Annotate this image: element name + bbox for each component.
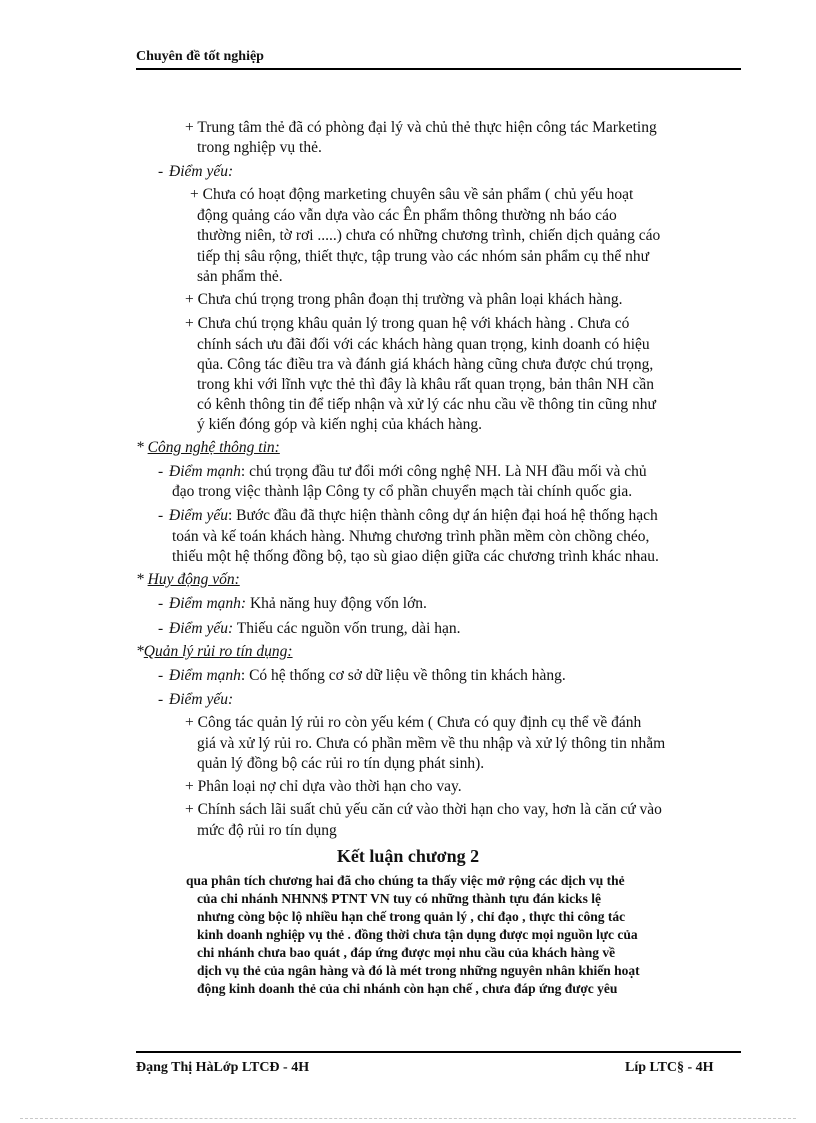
section-item xyxy=(158,163,233,181)
bullet-dash: - xyxy=(158,691,164,708)
body-line: + Chưa chú trọng khâu quản lý trong quan hệ với khách hàng . Chưa có xyxy=(185,315,630,332)
section-item xyxy=(158,507,658,525)
body-line: động quảng cáo vẫn dựa vào các Ên phẩm thông thường nh báo cáo xyxy=(197,207,617,224)
heading-star: * xyxy=(136,571,144,588)
conclusion-line: của chi nhánh NHNN$ PTNT VN tuy có những thành tựu đán kicks lệ xyxy=(197,891,601,906)
body-line: + Công tác quản lý rủi ro còn yếu kém ( Chưa có quy định cụ thể về đánh xyxy=(185,714,642,731)
item-label: Điểm yếu: xyxy=(169,691,234,708)
item-label: Điểm mạnh xyxy=(169,463,241,480)
body-line: có kênh thông tin để tiếp nhận và xử lý các nhu cầu về thông tin cũng như xyxy=(197,396,656,413)
section-item xyxy=(158,691,233,709)
heading-star: * xyxy=(136,643,144,660)
item-text: : Bước đầu đã thực hiện thành công dự án hiện đại hoá hệ thống hạch xyxy=(227,507,658,524)
heading-text: Công nghệ thông tin: xyxy=(147,439,280,456)
body-line: + Chưa có hoạt động marketing chuyên sâu về sản phẩm ( chủ yếu hoạt xyxy=(190,186,634,203)
section-item xyxy=(158,667,566,685)
section-item xyxy=(158,620,461,638)
page-edge xyxy=(20,1118,796,1119)
bullet-dash: - xyxy=(158,595,164,612)
body-line: giá và xử lý rủi ro. Chưa có phần mềm về thu nhập và xử lý thông tin nhằm xyxy=(197,735,666,752)
item-label: Điểm mạnh: xyxy=(169,595,247,612)
item-text: : Có hệ thống cơ sở dữ liệu về thông tin khách hàng. xyxy=(240,667,566,684)
bullet-dash: - xyxy=(158,507,164,524)
bullet-dash: - xyxy=(158,620,164,637)
body-line: + Phân loại nợ chỉ dựa vào thời hạn cho vay. xyxy=(185,778,462,795)
heading-star: * xyxy=(136,439,144,456)
item-text: Thiếu các nguồn vốn trung, dài hạn. xyxy=(233,620,461,637)
bullet-dash: - xyxy=(158,667,164,684)
body-line: ý kiến đóng góp và kiến nghị của khách hàng. xyxy=(197,416,482,433)
conclusion-line: chi nhánh chưa bao quát , đáp ứng được mọi nhu cầu của khách hàng về xyxy=(197,945,616,960)
body-line: mức độ rủi ro tín dụng xyxy=(197,822,337,839)
conclusion-line: nhưng còng bộc lộ nhiều hạn chế trong quản lý , chỉ đạo , thực thi công tác xyxy=(197,909,626,924)
body-line: thiếu một hệ thống đồng bộ, tạo sù giao diện giữa các chương trình khác nhau. xyxy=(172,548,659,565)
footer-rule xyxy=(136,1051,741,1053)
heading-text: Huy động vốn: xyxy=(147,571,240,588)
body-line: đạo trong việc thành lập Công ty cổ phần chuyển mạch tài chính quốc gia. xyxy=(172,483,633,500)
body-line: + Chính sách lãi suất chủ yếu căn cứ vào thời hạn cho vay, hơn là căn cứ vào xyxy=(185,801,662,818)
section-item xyxy=(158,463,647,481)
section-heading xyxy=(136,643,293,661)
body-line: trong khi với lĩnh vực thẻ thì đây là khâu rất quan trọng, bản thân NH cần xyxy=(197,376,654,393)
header-title: Chuyên đề tốt nghiệp xyxy=(136,49,264,64)
section-heading xyxy=(136,439,280,457)
footer-class: Líp LTC§ - 4H xyxy=(625,1060,714,1075)
body-line: trong nghiệp vụ thẻ. xyxy=(197,139,322,156)
item-label: Điểm yếu: xyxy=(169,620,234,637)
body-line: qủa. Công tác điều tra và đánh giá khách hàng cũng chưa được chú trọng, xyxy=(197,356,654,373)
body-line: thường niên, tờ rơi .....) chưa có những chương trình, chiến dịch quảng cáo xyxy=(197,227,661,244)
heading-text: Quản lý rủi ro tín dụng: xyxy=(143,643,293,660)
body-line: quản lý đồng bộ các rủi ro tín dụng phát sinh). xyxy=(197,755,485,772)
body-line: tiếp thị sâu rộng, thiết thực, tập trung vào các nhóm sản phẩm cụ thể như xyxy=(197,248,649,265)
item-label: Điểm yếu xyxy=(169,507,228,524)
conclusion-line: kinh doanh nghiệp vụ thẻ . đồng thời chưa tận dụng được mọi nguồn lực của xyxy=(197,927,638,942)
body-line: sản phẩm thẻ. xyxy=(197,268,283,285)
item-text: Khả năng huy động vốn lớn. xyxy=(246,595,427,612)
conclusion-line: qua phân tích chương hai đã cho chúng ta thấy việc mở rộng các dịch vụ thẻ xyxy=(186,873,625,888)
item-label: Điểm yếu: xyxy=(169,163,234,180)
conclusion-line: động kinh doanh thẻ của chi nhánh còn hạn chế , chưa đáp ứng được yêu xyxy=(197,981,618,996)
header-rule xyxy=(136,68,741,70)
bullet-dash: - xyxy=(158,463,164,480)
conclusion-title: Kết luận chương 2 xyxy=(336,846,480,866)
section-item xyxy=(158,595,427,613)
body-line: + Trung tâm thẻ đã có phòng đại lý và chủ thẻ thực hiện công tác Marketing xyxy=(185,119,657,136)
section-heading xyxy=(136,571,240,589)
body-line: toán và kế toán khách hàng. Nhưng chương trình phần mềm còn chồng chéo, xyxy=(172,528,650,545)
item-label: Điểm mạnh xyxy=(169,667,241,684)
footer-author: Đạng Thị HàLớp LTCĐ - 4H xyxy=(136,1060,310,1075)
bullet-dash: - xyxy=(158,163,164,180)
body-line: chính sách ưu đãi đối với các khách hàng quan trọng, kinh doanh có hiệu xyxy=(197,336,650,353)
conclusion-line: dịch vụ thẻ của ngân hàng và đó là mét trong những nguyên nhân khiến hoạt xyxy=(197,963,640,978)
item-text: : chú trọng đầu tư đổi mới công nghệ NH. Là NH đầu mối và chủ xyxy=(240,463,647,480)
body-line: + Chưa chú trọng trong phân đoạn thị trường và phân loại khách hàng. xyxy=(185,291,623,308)
